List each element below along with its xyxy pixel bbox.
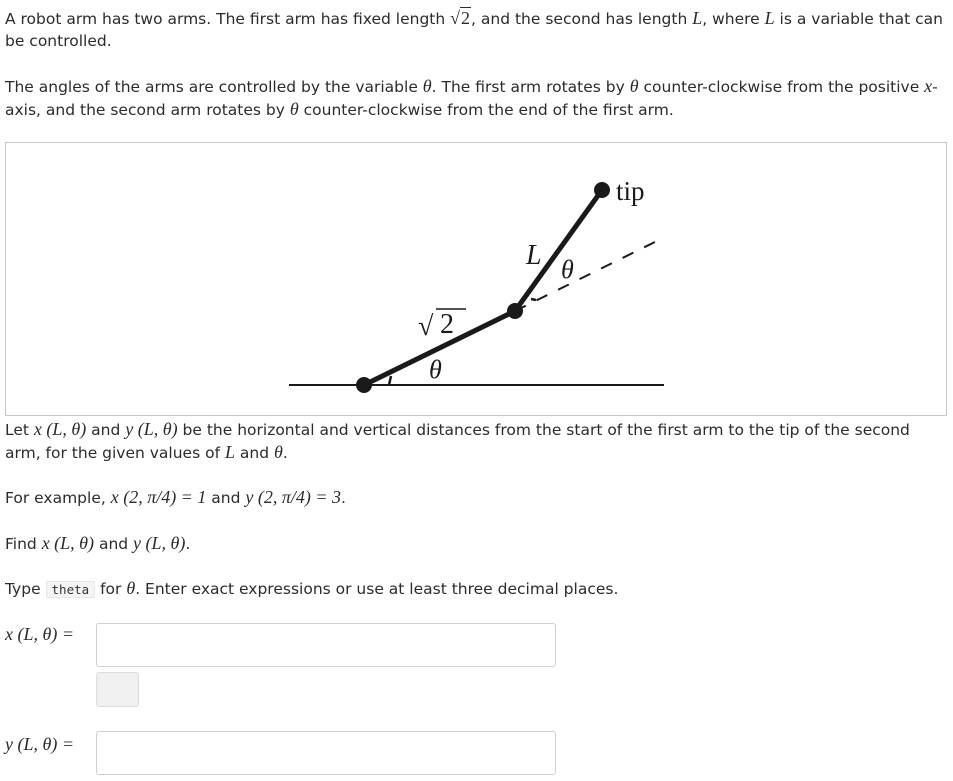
robot-arm-figure	[5, 142, 947, 416]
var-L: L	[764, 8, 775, 28]
sqrt-symbol: √	[418, 311, 434, 342]
find-paragraph: Find x (L, θ) and y (L, θ).	[5, 533, 191, 553]
sqrt-two: √2	[450, 8, 471, 28]
y-answer-label: y (L, θ) =	[5, 734, 74, 754]
var-L: L	[224, 442, 235, 462]
upper-angle-mark	[531, 299, 536, 300]
angles-paragraph: The angles of the arms are controlled by the variable θ. The first arm rotates by θ counter-clockwise from the positive x-axis, and the second arm rotates by θ counter-clockwise from the end of the first arm.	[5, 76, 938, 119]
var-x: x	[924, 76, 933, 96]
x-answer-label: x (L, θ) =	[5, 624, 74, 644]
example-y-expression: y (2, π/4) = 3	[245, 487, 342, 507]
lower-theta-label: θ	[429, 355, 442, 384]
base-joint	[356, 377, 372, 393]
x-expression: x (L, θ)	[33, 419, 87, 439]
theta-code-snippet: theta	[46, 581, 96, 598]
var-theta: θ	[274, 442, 283, 462]
second-arm-length-label: L	[526, 240, 542, 271]
tip-joint	[594, 182, 610, 198]
upper-theta-label: θ	[561, 255, 574, 284]
y-answer-input[interactable]	[96, 731, 556, 775]
var-L: L	[692, 8, 703, 28]
lower-angle-mark	[389, 376, 391, 385]
instruction-paragraph: Type theta for θ. Enter exact expressions or use at least three decimal places.	[5, 578, 619, 598]
elbow-joint	[507, 303, 523, 319]
var-theta: θ	[629, 76, 639, 96]
find-x-expression: x (L, θ)	[41, 533, 95, 553]
x-answer-preview-button[interactable]	[96, 672, 139, 707]
definition-paragraph: Let x (L, θ) and y (L, θ) be the horizontal and vertical distances from the start of the first arm to the tip of the second arm, for the given values of L and θ.	[5, 419, 910, 462]
var-theta: θ	[126, 578, 136, 598]
var-theta: θ	[422, 76, 432, 96]
example-x-expression: x (2, π/4) = 1	[110, 487, 207, 507]
y-expression: y (L, θ)	[125, 419, 178, 439]
find-y-expression: y (L, θ)	[133, 533, 186, 553]
tip-label: tip	[616, 176, 645, 206]
example-paragraph: For example, x (2, π/4) = 1 and y (2, π/4) = 3.	[5, 487, 346, 507]
first-arm-length-label: 2	[440, 309, 454, 340]
intro-text: A robot arm has two arms. The first arm has fixed length	[5, 10, 451, 28]
x-answer-input[interactable]	[96, 623, 556, 667]
robot-arm-diagram	[6, 143, 946, 415]
var-theta: θ	[289, 99, 299, 119]
intro-paragraph: A robot arm has two arms. The first arm has fixed length √2, and the second has length L, where L is a variable that can be controlled.	[5, 8, 943, 50]
